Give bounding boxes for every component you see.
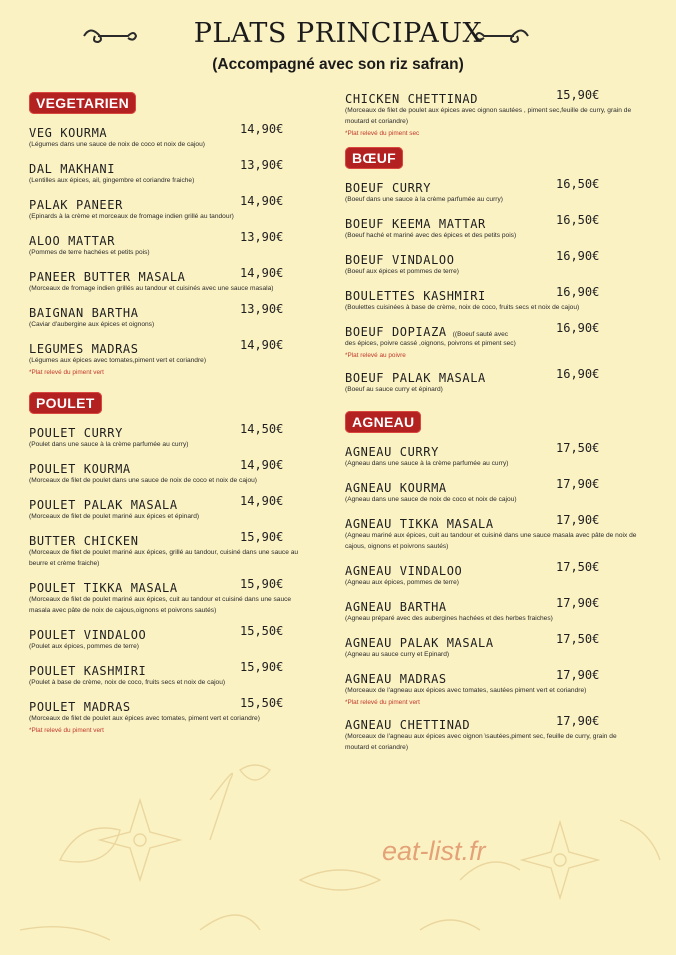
dish-name: POULET KASHMIRI bbox=[29, 664, 147, 678]
dish-price: 15,90€ bbox=[556, 88, 600, 102]
dish-price: 17,90€ bbox=[556, 668, 600, 682]
dish-name: POULET TIKKA MASALA bbox=[29, 581, 178, 595]
dish-description: (Pommes de terre hachées et petits pois) bbox=[29, 249, 150, 256]
dish-price: 17,90€ bbox=[556, 513, 600, 527]
section-chicken-chettinad bbox=[345, 88, 657, 137]
item-list bbox=[345, 177, 657, 349]
menu-item-row bbox=[29, 458, 329, 474]
section-vegetarien bbox=[29, 92, 329, 376]
menu-item-row bbox=[29, 338, 329, 354]
item-list bbox=[345, 88, 657, 127]
dish-name: POULET CURRY bbox=[29, 426, 123, 440]
dish-description: (Poulet dans une sauce à la crème parfumée au curry) bbox=[29, 441, 189, 448]
menu-item-row bbox=[345, 88, 657, 104]
menu-item-row bbox=[29, 624, 329, 640]
dish-description: (Epinards à la crème et morceaux de fromage indien grillé au tandour) bbox=[29, 213, 234, 220]
menu-item bbox=[29, 624, 329, 652]
dish-name: POULET PALAK MASALA bbox=[29, 498, 178, 512]
dish-description: (Morceaux de filet de poulet aux épices avec oignon sautées , piment sec,feuille de curry, grain de moutard et coriandre) bbox=[345, 107, 632, 125]
menu-item bbox=[29, 458, 329, 486]
dish-price: 15,90€ bbox=[240, 530, 284, 544]
menu-item-row bbox=[29, 494, 329, 510]
dish-name: AGNEAU PALAK MASALA bbox=[345, 636, 494, 650]
dish-description: (Morceaux de filet de poulet mariné aux épices, grillé au tandour, cuisiné dans une sauce au beurre et crème fraiche) bbox=[29, 549, 299, 567]
menu-item-row bbox=[345, 513, 657, 529]
dish-price: 15,90€ bbox=[240, 660, 284, 674]
dish-name: BOULETTES KASHMIRI bbox=[345, 289, 486, 303]
dish-price: 16,90€ bbox=[556, 367, 600, 381]
dish-price: 13,90€ bbox=[240, 230, 284, 244]
spice-note: *Plat relevé du piment vert bbox=[29, 369, 104, 376]
watermark: eat-list.fr bbox=[382, 836, 486, 866]
dish-price: 16,90€ bbox=[556, 285, 600, 299]
dish-name: PALAK PANEER bbox=[29, 198, 123, 212]
dish-description: (Boeuf au sauce curry et épinard) bbox=[345, 386, 443, 393]
item-list bbox=[29, 122, 329, 366]
menu-item-row bbox=[345, 560, 657, 576]
dish-price: 13,90€ bbox=[240, 302, 284, 316]
menu-item bbox=[29, 422, 329, 450]
dish-price: 17,50€ bbox=[556, 632, 600, 646]
menu-item bbox=[345, 668, 657, 696]
dish-description: (Poulet aux épices, pommes de terre) bbox=[29, 643, 139, 650]
menu-item bbox=[29, 338, 329, 366]
dish-name: LEGUMES MADRAS bbox=[29, 342, 139, 356]
menu-item-row bbox=[29, 660, 329, 676]
menu-item bbox=[345, 477, 657, 505]
menu-item bbox=[29, 194, 329, 222]
menu-item bbox=[29, 530, 329, 569]
dish-description: (Boeuf dans une sauce à la crème parfumée au curry) bbox=[345, 196, 503, 203]
menu-item bbox=[29, 577, 329, 616]
dish-description: (Agneau aux épices, pommes de terre) bbox=[345, 579, 459, 586]
dish-name: POULET KOURMA bbox=[29, 462, 131, 476]
dish-price: 14,90€ bbox=[240, 266, 284, 280]
dish-name: DAL MAKHANI bbox=[29, 162, 116, 176]
dish-price: 16,90€ bbox=[556, 321, 600, 335]
dish-description: (Légumes dans une sauce de noix de coco et noix de cajou) bbox=[29, 141, 205, 148]
dish-name: AGNEAU MADRAS bbox=[345, 672, 447, 686]
dish-price: 17,90€ bbox=[556, 714, 600, 728]
dish-description: des épices, poivre cassé ,oignons, poivrons et piment sec) bbox=[345, 340, 516, 347]
menu-item bbox=[345, 513, 657, 552]
menu-item bbox=[29, 660, 329, 688]
menu-item-row bbox=[29, 230, 329, 246]
dish-price: 17,90€ bbox=[556, 477, 600, 491]
dish-price: 14,90€ bbox=[240, 122, 284, 136]
dish-name: BUTTER CHICKEN bbox=[29, 534, 139, 548]
dish-price: 16,50€ bbox=[556, 177, 600, 191]
dish-price: 15,90€ bbox=[240, 577, 284, 591]
menu-item-row bbox=[29, 122, 329, 138]
dish-description: (Morceaux de l'agneau aux épices avec tomates, sautées piment vert et coriandre) bbox=[345, 687, 587, 694]
spice-note: *Plat relevé du piment vert bbox=[345, 699, 420, 706]
dish-price: 14,90€ bbox=[240, 338, 284, 352]
item-list bbox=[345, 714, 657, 753]
dish-price: 17,50€ bbox=[556, 441, 600, 455]
dish-name: BOEUF PALAK MASALA bbox=[345, 371, 486, 385]
right-column bbox=[345, 88, 657, 753]
dish-description-inline: ((Boeuf sauté avec bbox=[452, 331, 509, 338]
dish-price: 13,90€ bbox=[240, 158, 284, 172]
dish-price: 14,90€ bbox=[240, 494, 284, 508]
section-badge-agneau: AGNEAU bbox=[345, 411, 421, 433]
menu-item-row bbox=[345, 714, 657, 730]
menu-item-row bbox=[345, 367, 657, 383]
dish-description: (Boulettes cuisinées à base de crème, noix de coco, fruits secs et noix de cajou) bbox=[345, 304, 580, 311]
dish-price: 16,50€ bbox=[556, 213, 600, 227]
menu-item bbox=[29, 696, 329, 724]
menu-item bbox=[345, 441, 657, 469]
menu-item bbox=[345, 560, 657, 588]
dish-price: 15,50€ bbox=[240, 624, 284, 638]
menu-item bbox=[345, 632, 657, 660]
dish-price: 15,50€ bbox=[240, 696, 284, 710]
menu-item-row bbox=[29, 266, 329, 282]
menu-item-row bbox=[345, 668, 657, 684]
spice-note: *Plat relevé du piment vert bbox=[29, 727, 104, 734]
menu-item bbox=[29, 494, 329, 522]
dish-description: (Morceaux de filet de poulet mariné aux épices, cuit au tandour et cuisiné dans une sauce masala avec pâte de noix de cajous,oignons et poivrons sautés) bbox=[29, 596, 292, 614]
dish-description: (Agneau mariné aux épices, cuit au tandour et cuisiné dans une sauce masala avec pâte de noix de cajous, oignons et poivrons sautés) bbox=[345, 532, 637, 550]
dish-description: (Caviar d'aubergine aux épices et oignons) bbox=[29, 321, 155, 328]
dish-price: 16,90€ bbox=[556, 249, 600, 263]
dish-name: AGNEAU KOURMA bbox=[345, 481, 447, 495]
dish-price: 17,50€ bbox=[556, 560, 600, 574]
section-boeuf bbox=[345, 147, 657, 395]
section-badge-poulet: POULET bbox=[29, 392, 102, 414]
dish-description: (Agneau au sauce curry et Epinard) bbox=[345, 651, 450, 658]
menu-item bbox=[345, 88, 657, 127]
dish-description: (Agneau dans une sauce à la crème parfumée au curry) bbox=[345, 460, 509, 467]
dish-description: (Lentilles aux épices, ail, gingembre et coriandre fraiche) bbox=[29, 177, 195, 184]
item-list bbox=[29, 422, 329, 724]
dish-name: AGNEAU CURRY bbox=[345, 445, 439, 459]
menu-item-row bbox=[345, 285, 657, 301]
dish-name: BOEUF KEEMA MATTAR bbox=[345, 217, 486, 231]
dish-name: PANEER BUTTER MASALA bbox=[29, 270, 186, 284]
menu-item-row bbox=[29, 530, 329, 546]
dish-name: AGNEAU CHETTINAD bbox=[345, 718, 471, 732]
dish-description: (Morceaux de filet de poulet dans une sauce de noix de coco et noix de cajou) bbox=[29, 477, 257, 484]
menu-item-row bbox=[29, 194, 329, 210]
menu-item bbox=[345, 285, 657, 313]
menu-item bbox=[29, 122, 329, 150]
menu-item-row bbox=[29, 422, 329, 438]
dish-price: 14,90€ bbox=[240, 458, 284, 472]
section-badge-boeuf: BŒUF bbox=[345, 147, 403, 169]
dish-description: (Morceaux de filet de poulet mariné aux épices et épinard) bbox=[29, 513, 200, 520]
left-column bbox=[29, 92, 329, 734]
dish-name: AGNEAU TIKKA MASALA bbox=[345, 517, 494, 531]
dish-name: BOEUF CURRY bbox=[345, 181, 432, 195]
menu-item-row bbox=[345, 213, 657, 229]
menu-item-row bbox=[345, 249, 657, 265]
dish-description: (Morceaux de l'agneau aux épices avec oignon \sautées,piment sec, feuille de curry, grain de moutard et coriandre) bbox=[345, 733, 617, 751]
menu-item bbox=[345, 714, 657, 753]
item-list bbox=[345, 441, 657, 696]
dish-description: (Poulet à base de crème, noix de coco, fruits secs et noix de cajou) bbox=[29, 679, 226, 686]
menu-item-row bbox=[345, 477, 657, 493]
menu-item-row bbox=[29, 158, 329, 174]
menu-item-row bbox=[29, 577, 329, 593]
dish-name: AGNEAU BARTHA bbox=[345, 600, 447, 614]
spice-note: *Plat relevé du piment sec bbox=[345, 130, 420, 137]
menu-item bbox=[345, 596, 657, 624]
dish-name: VEG KOURMA bbox=[29, 126, 108, 140]
dish-price: 14,90€ bbox=[240, 194, 284, 208]
dish-name: CHICKEN CHETTINAD bbox=[345, 92, 479, 106]
menu-item-row bbox=[345, 632, 657, 648]
dish-name: POULET MADRAS bbox=[29, 700, 131, 714]
menu-item bbox=[345, 367, 657, 395]
dish-name: POULET VINDALOO bbox=[29, 628, 147, 642]
page-title: PLATS PRINCIPAUX bbox=[193, 18, 483, 49]
dish-description: (Boeuf aux épices et pommes de terre) bbox=[345, 268, 459, 275]
section-badge-vegetarien: VEGETARIEN bbox=[29, 92, 136, 114]
dish-price: 17,90€ bbox=[556, 596, 600, 610]
dish-name: ALOO MATTAR bbox=[29, 234, 116, 248]
dish-name: BAIGNAN BARTHA bbox=[29, 306, 139, 320]
spice-note: *Plat relevé au poivre bbox=[345, 352, 406, 359]
menu-item-row bbox=[345, 177, 657, 193]
menu-item-row bbox=[345, 321, 657, 337]
menu-item bbox=[29, 230, 329, 258]
menu-item-row bbox=[345, 596, 657, 612]
menu-item bbox=[345, 249, 657, 277]
dish-description: (Morceaux de fromage indien grillés au tandour et cuisinés avec une sauce masala) bbox=[29, 285, 274, 292]
menu-item-row bbox=[29, 696, 329, 712]
item-list bbox=[345, 367, 657, 395]
dish-description: (Agneau dans une sauce de noix de coco et noix de cajou) bbox=[345, 496, 517, 503]
menu-item bbox=[345, 213, 657, 241]
menu-item bbox=[29, 158, 329, 186]
dish-description: (Légumes aux épices avec tomates,piment vert et coriandre) bbox=[29, 357, 207, 364]
dish-description: (Boeuf haché et mariné avec des épices et des petits pois) bbox=[345, 232, 517, 239]
dish-description: (Agneau préparé avec des aubergines hachées et des herbes fraiches) bbox=[345, 615, 553, 622]
page-subtitle: (Accompagné avec son riz safran) bbox=[212, 56, 464, 73]
menu-item bbox=[29, 302, 329, 330]
dish-description: (Morceaux de filet de poulet aux épices avec tomates, piment vert et coriandre) bbox=[29, 715, 260, 722]
menu-item bbox=[29, 266, 329, 294]
section-agneau bbox=[345, 411, 657, 753]
dish-price: 14,50€ bbox=[240, 422, 284, 436]
menu-item bbox=[345, 321, 657, 349]
menu-item-row bbox=[345, 441, 657, 457]
section-poulet bbox=[29, 392, 329, 734]
menu-header bbox=[0, 14, 676, 74]
menu-item bbox=[345, 177, 657, 205]
menu-item-row bbox=[29, 302, 329, 318]
dish-name: BOEUF VINDALOO bbox=[345, 253, 455, 267]
dish-name: BOEUF DOPIAZA bbox=[345, 325, 447, 339]
dish-name: AGNEAU VINDALOO bbox=[345, 564, 463, 578]
